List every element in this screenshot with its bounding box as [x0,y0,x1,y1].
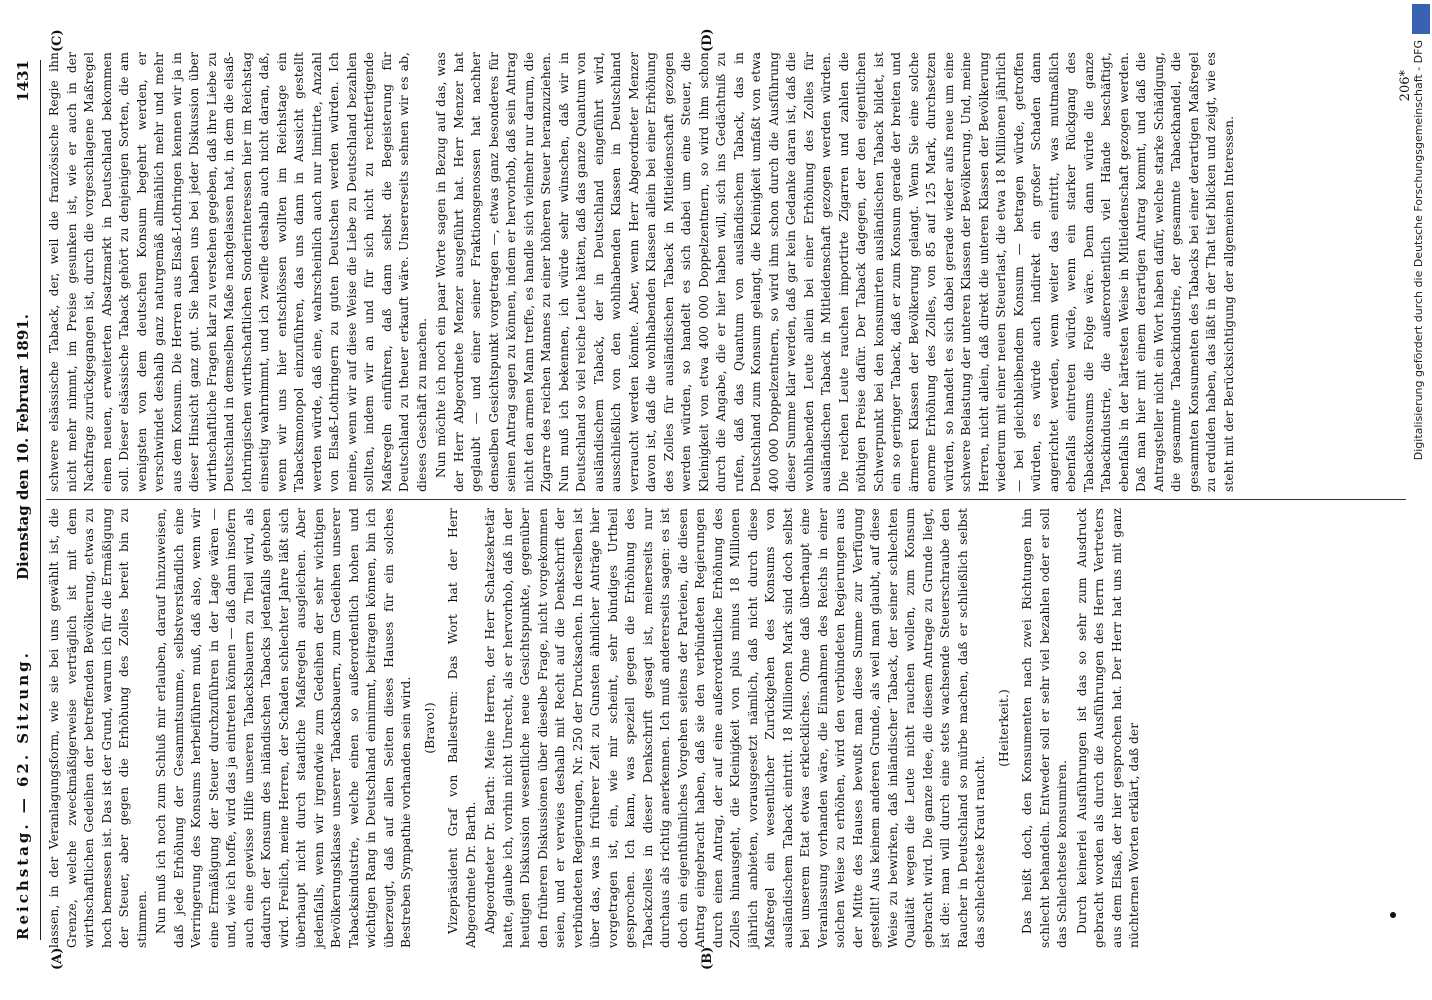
left-paragraph-6: Durch keinerlei Ausführungen ist das so sehr zum Ausdruck gebracht worden als durch die Ausführungen des Herrn Vertreters aus dem Elsaß, der hier gesprochen hat. Der Herr hat uns mit ganz nüchternen Worten erklärt, daß der [1074,508,1141,948]
running-header [8,60,38,940]
header-left: Reichstag. — 62. Sitzung. [14,650,32,940]
left-paragraph-5: Das heißt doch, den Konsumenten nach zwei Richtungen hin schlecht behandeln. Entweder soll er sehr viel bezahlen oder er soll das Schlechteste konsumiren. [1020,508,1069,948]
dfg-credit-text: Digitalisierung gefördert durch die Deutsche Forschungsgemeinschaft - DFG [1412,40,1425,461]
header-rule [40,60,41,940]
left-paragraph-1: lassen, in der Veranlagungsform, wie sie bei uns gewählt ist, die Grenze, welche zweckmäßigerweise verträglich ist mit dem wirthschaftlichen Gedeihen der betreffenden Bevölkerung, etwas zu hoch bemessen ist. Das ist der Grund, warum ich für die Ermäßigung der Steuer, aber gegen die Erhöhung des Zolles bereit bin zu stimmen. [47,508,149,948]
left-paragraph-4: Abgeordneter Dr. Barth: Meine Herren, der Herr Schatzsekretär hatte, glaube ich, vorhin nicht Unrecht, als er hervorhob, daß in der heutigen Diskussion wesentliche neue Gesichtspunkte, gegenüber den früheren Diskussionen über dieselbe Frage, nicht vorgekommen seien, und er verwies deshalb mit Recht auf die Denkschrift der verbündeten Regierungen, Nr. 250 der Drucksachen. In derselben ist über das, was in früherer Zeit zu Gunsten ähnlicher Anträge hier vorgetragen ist, ein, wie mir scheint, sehr bündiges Urtheil gesprochen. Ich kann, was speziell gegen die Erhöhung des Tabackzolles in dieser Denkschrift gesagt ist, meinerseits nur durchaus als richtig anerkennen. Ich muß andererseits sagen: es ist doch ein eigenthümliches Vorgehen seitens der Parteien, die diesen Antrag eingebracht haben, daß sie den verbündeten Regierungen durch einen Antrag, der auf eine außerordentliche Erhöhung des Zolles hinausgeht, die Kleinigkeit von plus minus 18 Millionen jährlich anbieten, vorausgesetzt nämlich, daß nicht durch diese Maßregel ein wesentlicher Zurückgehen des Konsums von ausländischem Taback eintritt. 18 Millionen Mark sind doch selbst bei unserem Etat etwas erkleckliches. Ohne daß überhaupt eine Veranlassung vorhanden wäre, die Einnahmen des Reichs in einer solchen Weise zu erhöhen, wird den verbündeten Regierungen aus der Mitte des Hauses bewußt man diese Summe zur Verfügung gestellt! Aus keinem anderen Grunde, als weil man glaubt, auf diese Weise zu bewirken, daß inländischer Taback, der seiner schlechten Qualität wegen die Leute nicht rauchen wollen, zum Konsum gebracht wird. Die ganze Idee, die diesem Antrage zu Grunde liegt, ist die: man will durch eine stets wachsende Steuerschraube den Raucher in Deutschland so mürbe machen, daß er schließlich selbst das schlechteste Kraut raucht. [483,508,987,948]
margin-marker-a: (A) [50,947,65,970]
footer-mark: 206* [1398,70,1413,102]
column-divider [46,499,1406,500]
page-number: 1431 [14,60,32,102]
right-paragraph-1: schwere elsässische Taback, der, weil die französische Regie ihn nicht mehr nimmt, im Preise gesunken ist, wie er auch in der Nachfrage zurückgegangen ist, durch die vorgeschlagene Maßregel einen neuen, erweiterten Absatzmarkt in Deutschland bekommen soll. Dieser elsässische Taback gehört zu denjenigen Sorten, die am wenigsten von dem deutschen Konsum begehrt werden, er verschwindet deshalb ganz naturgemäß allmählich mehr und mehr aus dem Konsum. Die Herren aus Elsaß-Lothringen kennen wir ja in dieser Hinsicht ganz gut. Sie haben uns bei jeder Diskussion über wirthschaftliche Fragen klar zu verstehen gegeben, daß ihre Liebe zu Deutschland in demselben Maße nachgelassen hat, in dem die elsaß-lothringischen wirthschaftlichen Sonderinteressen hier im Reichstag einseitig wahrnimmt, und ich zweifle deshalb auch nicht daran, daß, wenn wir uns hier entschlössen wollten im Reichstage ein Tabacksmonopol einzuführen, das uns dann in Aussicht gestellt werden würde, daß eine, wahrscheinlich auch nur limitirte, Anzahl von Elsaß-Lothringern zu guten Deutschen werden würden. Ich meine, wenn wir auf diese Weise die Liebe zu Deutschland bezahlen sollten, indem wir an und für sich nicht zu rechtfertigende Maßregeln einführen, daß dann selbst die Begeisterung für Deutschland zu theuer erkauft wäre. Unsererseits sehnen wir es ab, dieses Geschäft zu machen. [47,52,429,492]
left-column [46,508,1396,948]
left-paragraph-3: Vizepräsident Graf von Ballestrem: Das Wort hat der Herr Abgeordnete Dr. Barth. [446,508,478,948]
margin-marker-b: (B) [700,946,715,970]
header-date: Dienstag den 10. Februar 1891. [14,314,32,580]
right-column [46,52,1396,492]
dfg-credit-strip [1412,0,1432,1000]
margin-marker-c: (C) [50,29,65,52]
margin-marker-d: (D) [700,28,715,52]
scan-speck [1390,912,1396,918]
interjection-bravo: (Bravo!) [422,702,437,754]
left-paragraph-2: Nun muß ich noch zum Schluß mir erlauben, darauf hinzuweisen, daß jede Erhöhung der Gesammtsumme, selbstverständlich eine Verringerung des Konsums herbeiführen muß, daß also, wenn wir eine Ermäßigung der Steuer durchzuführen in der Lage wären — und, wie ich hoffe, wird das ja eintreten können — daß dann insofern auch eine gewisse Hilfe unseren Tabacksbauern zu Theil wird, als dadurch der Konsum des inländischen Tabacks jedenfalls gehoben wird. Freilich, meine Herren, der Schaden schlechter Jahre läßt sich überhaupt nicht durch staatliche Maßregeln ausgleichen. Aber jedenfalls, wenn wir irgendwie zum Gedeihen der sehr wichtigen Bevölkerungsklasse unserer Tabacksbauern, zum Gedeihen unserer Tabacksindustrie, welche einen so außerordentlich hohen und wichtigen Rang in Deutschland einnimmt, beitragen können, bin ich überzeugt, daß auf allen Seiten dieses Hauses für ein solches Bestreben Sympathie vorhanden sein wird. [154,508,413,948]
dfg-logo-band [1412,4,1430,34]
right-paragraph-2: Nun möchte ich noch ein paar Worte sagen in Bezug auf das, was der Herr Abgeordnete Menzer ausgeführt hat. Herr Menzer hat geglaubt — und einer seiner Fraktionsgenossen hat nachher denselben Gesichtspunkt vorgetragen —, etwas ganz besonderes für seinen Antrag sagen zu können, indem er hervorhob, daß sein Antrag nicht den armen Mann treffe, es handle sich vielmehr nur darum, die Zigarre des reichen Mannes zu einer höheren Steuer heranzuziehen. Nun muß ich bekennen, ich würde sehr wünschen, daß wir in Deutschland so viel reiche Leute hätten, daß das ganze Quantum von ausländischem Taback, der in Deutschland eingeführt wird, ausschließlich von den wohlhabenden Klassen in Deutschland verraucht werden könnte. Aber, wenn Herr Abgeordneter Menzer davon ist, daß die wohlhabenden Klassen allein bei einer Erhöhung des Zolles für ausländischen Taback in Mitleidenschaft gezogen werden würden, so handelt es sich dabei um eine Steuer, die Kleinigkeit von etwa 400 000 Doppelzentnern, so wird ihm schon durch die Angabe, die er hier haben will, sich ins Gedächtniß zu rufen, daß das Quantum von ausländischem Taback, das in Deutschland zum Konsum gelangt, die Kleinigkeit umfaßt von etwa 400 000 Doppelzentnern, so wird ihm schon durch die Ausführung dieser Summe klar werden, daß gar kein Gedanke daran ist, daß die wohlhabenden Leute allein bei einer Erhöhung des Zolles für ausländischen Taback in Mitleidenschaft gezogen werden würden. Die reichen Leute rauchen importirte Zigarren und zahlen die nöthigen Preise dafür. Der Taback dagegen, der den eigentlichen Schwerpunkt bei den konsumirten ausländischen Taback bildet, ist ein so geringer Taback, daß er zum Konsum gerade der breiten und ärmeren Klassen der Bevölkerung gelangt. Wenn Sie eine solche enorme Erhöhung des Zolles, von 85 auf 125 Mark, durchsetzen würden, so handelt es sich dabei gerade wieder aufs neue um eine schwere Belastung der unteren Klassen der Bevölkerung. Und, meine Herren, nicht allein, daß direkt die unteren Klassen der Bevölkerung wiederum mit einer neuen Steuerlast, die etwa 18 Millionen jährlich — bei gleichbleibendem Konsum — betragen würde, getroffen würden, es würde auch indirekt ein großer Schaden dann angerichtet werden, wenn weiter das eintritt, was mutmaßlich ebenfalls eintreten würde, wenn ein starker Rückgang des Tabackkonsums die Folge wäre. Denn dann würde die ganze Tabackindustrie, die außerordentlich viel Hände beschäftigt, ebenfalls in der härtesten Weise in Mitleidenschaft gezogen werden. Daß man hier mit einem derartigen Antrag kommt, und daß die Antragsteller nicht ein Wort haben dafür, welche starke Schädigung, die gesammte Tabackindustrie, der gesammte Tabackhandel, die gesammten Konsumenten des Tabacks bei einer derartigen Maßregel zu erdulden haben, das läßt in der That tief blicken und zeigt, wie es steht mit der Berücksichtigung der allgemeinen Interessen. [434,52,1236,492]
interjection-heiterkeit: (Heiterkeit.) [996,689,1011,767]
